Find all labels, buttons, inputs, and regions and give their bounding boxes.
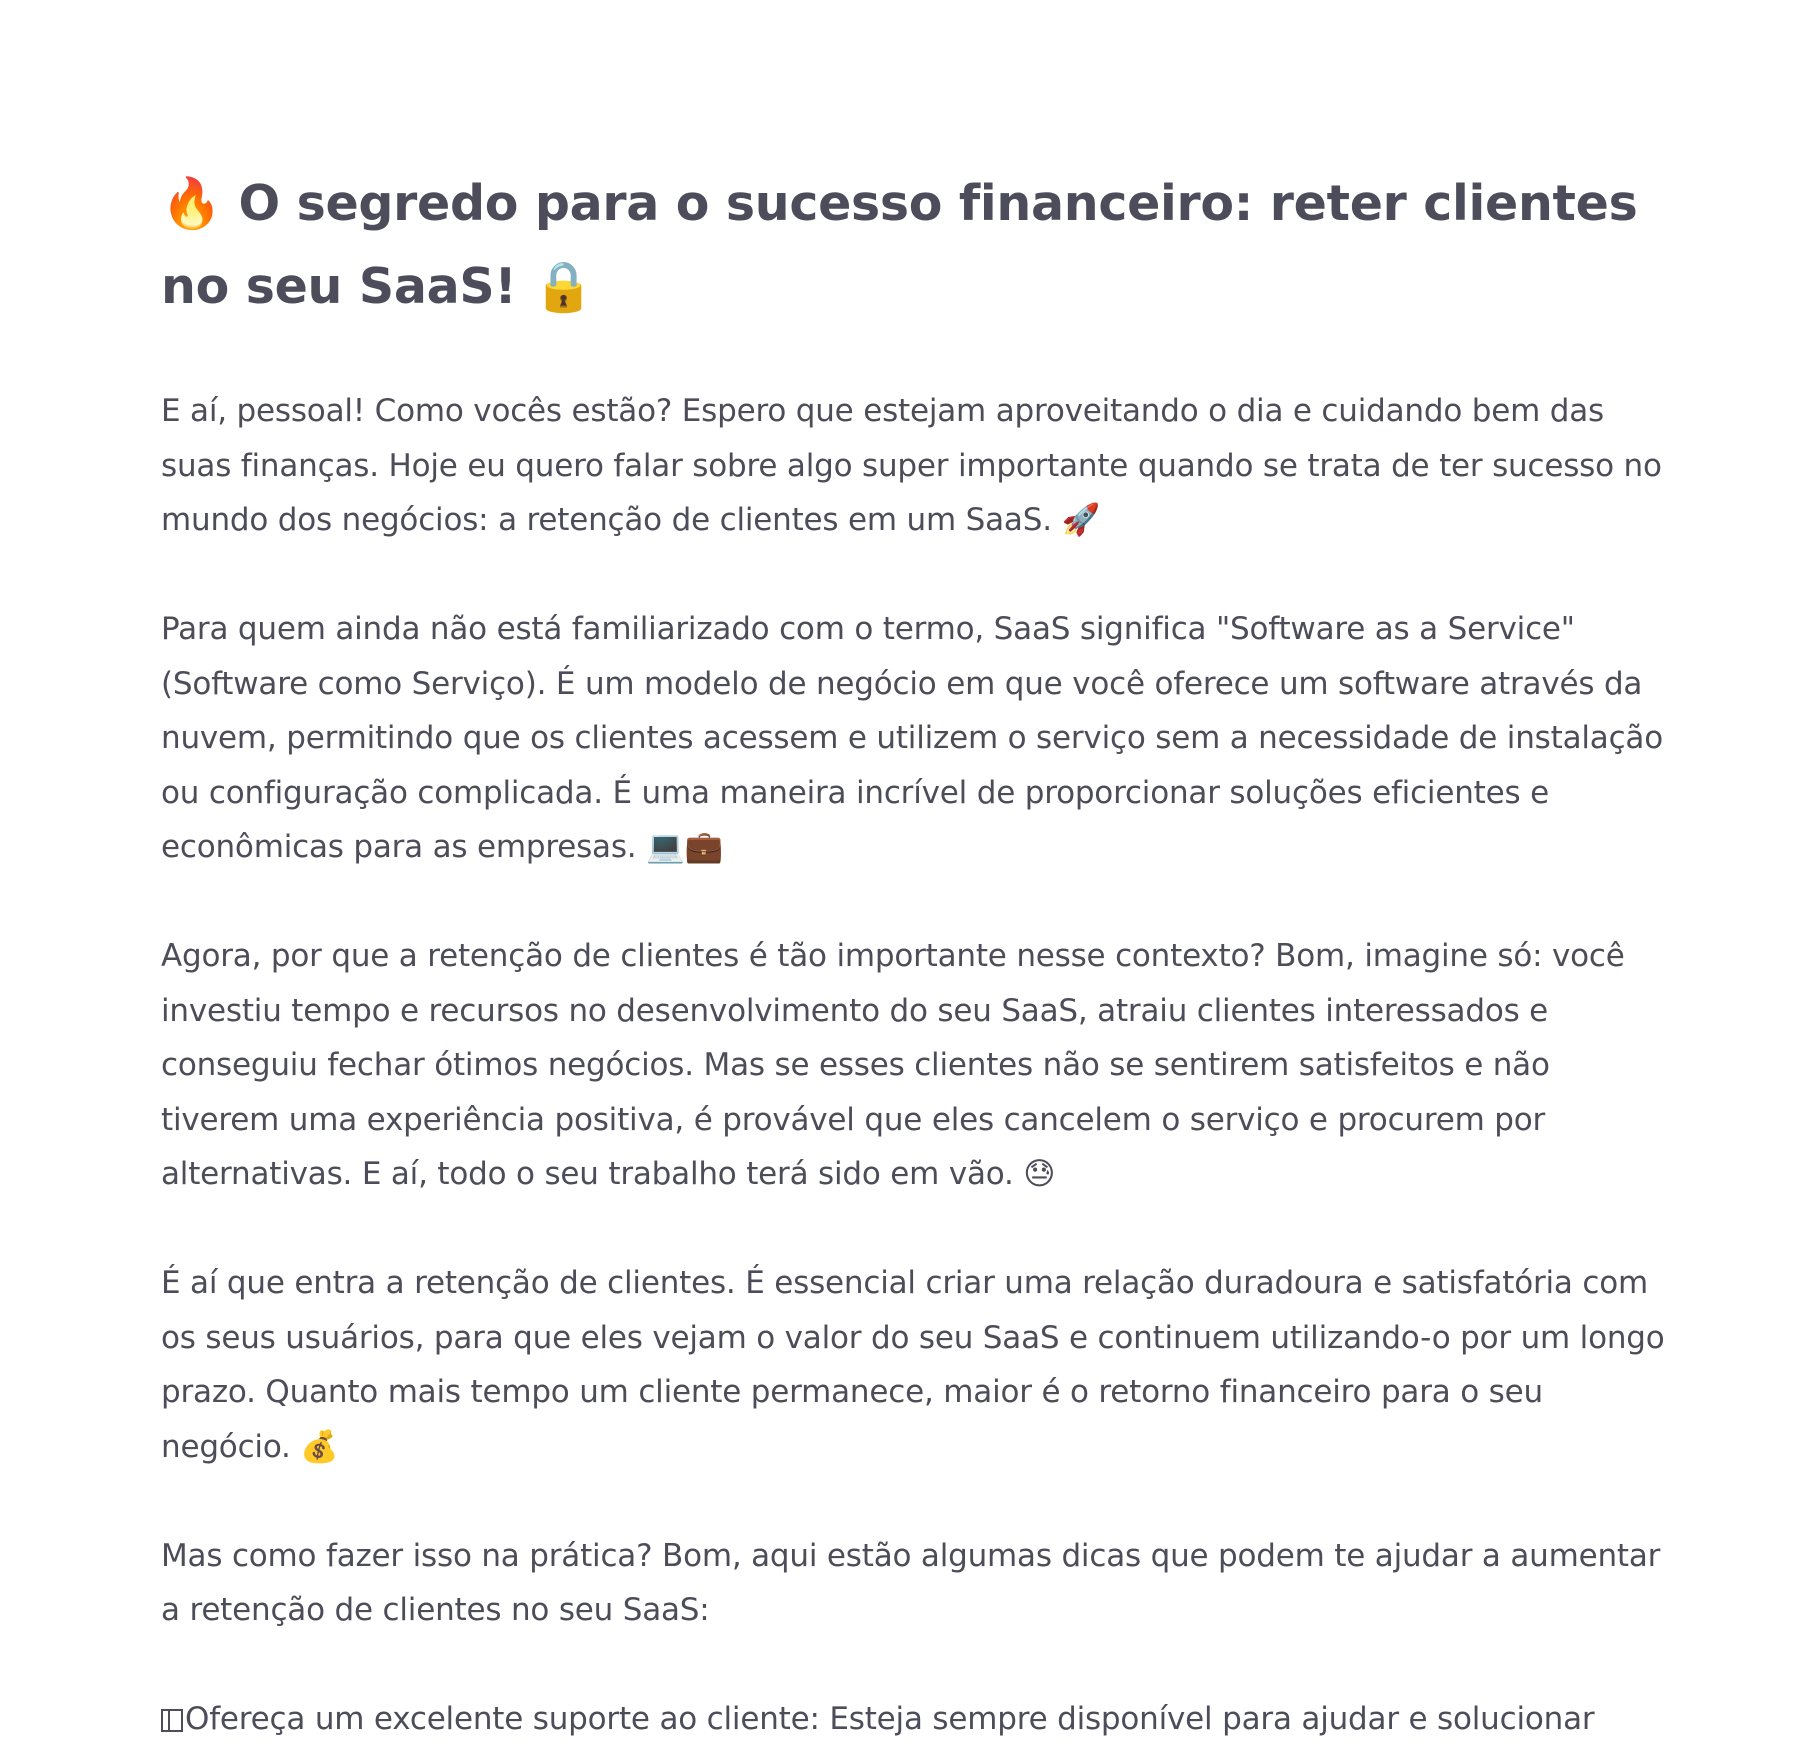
paragraph-why-retention: Agora, por que a retenção de clientes é tão importante nesse contexto? Bom, imagine só: você investiu tempo e recursos no desenvolvimento do seu SaaS, atraiu clientes interessados e conseguiu fechar ótimos negócios. Mas se esses clientes não se sentirem satisfeitos e não tiverem uma experiência positiva, é provável que eles cancelem o serviço e procurem por alternativas. E aí, todo o seu trabalho terá sido em vão. 😓 [161, 938, 1625, 1192]
article-title: 🔥 O segredo para o sucesso financeiro: reter clientes no seu SaaS! 🔒 [161, 175, 1638, 315]
keycap-one-icon [161, 1709, 183, 1732]
paragraph-tips-intro: Mas como fazer isso na prática? Bom, aqui estão algumas dicas que podem te ajudar a aumentar a retenção de clientes no seu SaaS: [161, 1537, 1661, 1628]
paragraph-saas-definition: Para quem ainda não está familiarizado com o termo, SaaS significa "Software as a Service" (Software como Serviço). É um modelo de negócio em que você oferece um software através da nuvem, permitindo que os clientes acessem e utilizem o serviço sem a necessidade de instalação ou configuração complicada. É uma maneira incrível de proporcionar soluções eficientes e econômicas para as empresas. 💻💼 [161, 611, 1663, 865]
paragraph-retention-essential: É aí que entra a retenção de clientes. É essencial criar uma relação duradoura e satisfatória com os seus usuários, para que eles vejam o valor do seu SaaS e continuem utilizando-o por um longo prazo. Quanto mais tempo um cliente permanece, maior é o retorno financeiro para o seu negócio. 💰 [161, 1265, 1665, 1465]
paragraph-intro: E aí, pessoal! Como vocês estão? Espero que estejam aproveitando o dia e cuidando bem das suas finanças. Hoje eu quero falar sobre algo super importante quando se trata de ter sucesso no mundo dos negócios: a retenção de clientes em um SaaS. 🚀 [161, 393, 1662, 538]
article [161, 162, 1666, 1747]
list-item [161, 1692, 1666, 1747]
list-item-text: Ofereça um excelente suporte ao cliente: Esteja sempre disponível para ajudar e solucionar [185, 1701, 1595, 1737]
